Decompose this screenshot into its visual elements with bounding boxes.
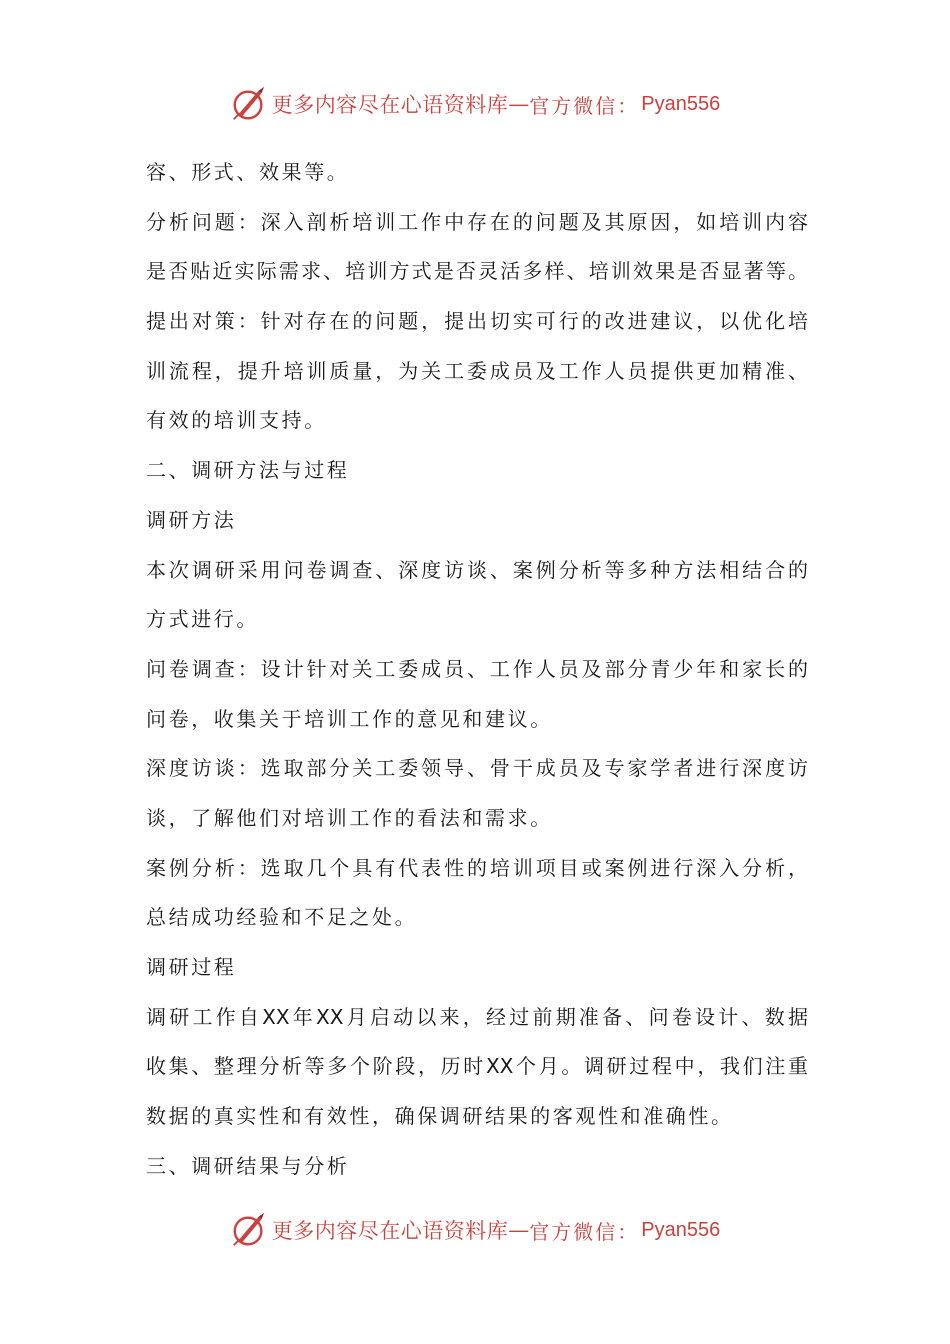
watermark-dash: — [508, 1218, 530, 1242]
text-line: 是否贴近实际需求、培训方式是否灵活多样、培训效果是否显著等。 [146, 259, 808, 284]
header-watermark [0, 84, 950, 124]
watermark-dash: — [508, 92, 530, 116]
text-line: 收集、整理分析等多个阶段，历时XX个月。调研过程中，我们注重 [146, 1054, 808, 1079]
quill-pen-logo-icon [230, 85, 268, 123]
text-line: 提出对策：针对存在的问题，提出切实可行的改进建议，以优化培 [146, 309, 808, 334]
watermark-text: 更多内容尽在心语资料库 [271, 1219, 509, 1243]
watermark-text: 更多内容尽在心语资料库 [271, 93, 509, 117]
text-line: 方式进行。 [146, 607, 259, 632]
text-line: 问卷调查：设计针对关工委成员、工作人员及部分青少年和家长的 [146, 656, 808, 681]
footer-watermark [0, 1210, 950, 1250]
text-line: 总结成功经验和不足之处。 [146, 905, 418, 930]
watermark-official: 官方微信： [529, 93, 640, 118]
text-line: 谈，了解他们对培训工作的看法和需求。 [146, 805, 553, 830]
text-line: 训流程，提升培训质量，为关工委成员及工作人员提供更加精准、 [146, 358, 808, 383]
text-line: 分析问题：深入剖析培训工作中存在的问题及其原因，如培训内容 [146, 209, 808, 234]
text-line: 案例分析：选取几个具有代表性的培训项目或案例进行深入分析， [146, 855, 808, 880]
text-line: 容、形式、效果等。 [146, 160, 350, 184]
subsection-heading: 调研过程 [146, 955, 237, 979]
watermark-id: Pyan556 [641, 92, 721, 115]
quill-pen-logo-icon [230, 1211, 268, 1249]
watermark-id: Pyan556 [641, 1218, 721, 1241]
text-line: 本次调研采用问卷调查、深度访谈、案例分析等多种方法相结合的 [146, 557, 808, 582]
subsection-heading: 调研方法 [146, 507, 237, 532]
text-line: 问卷，收集关于培训工作的意见和建议。 [146, 706, 553, 731]
document-body [146, 148, 808, 1191]
section-heading: 三、调研结果与分析 [146, 1153, 350, 1178]
section-heading: 二、调研方法与过程 [146, 458, 350, 483]
text-line: 有效的培训支持。 [146, 408, 327, 433]
text-line: 数据的真实性和有效性，确保调研结果的客观性和准确性。 [146, 1104, 734, 1129]
text-line: 深度访谈：选取部分关工委领导、骨干成员及专家学者进行深度访 [146, 756, 808, 781]
watermark-official: 官方微信： [529, 1219, 640, 1244]
text-line: 调研工作自XX年XX月启动以来，经过前期准备、问卷设计、数据 [146, 1004, 808, 1029]
